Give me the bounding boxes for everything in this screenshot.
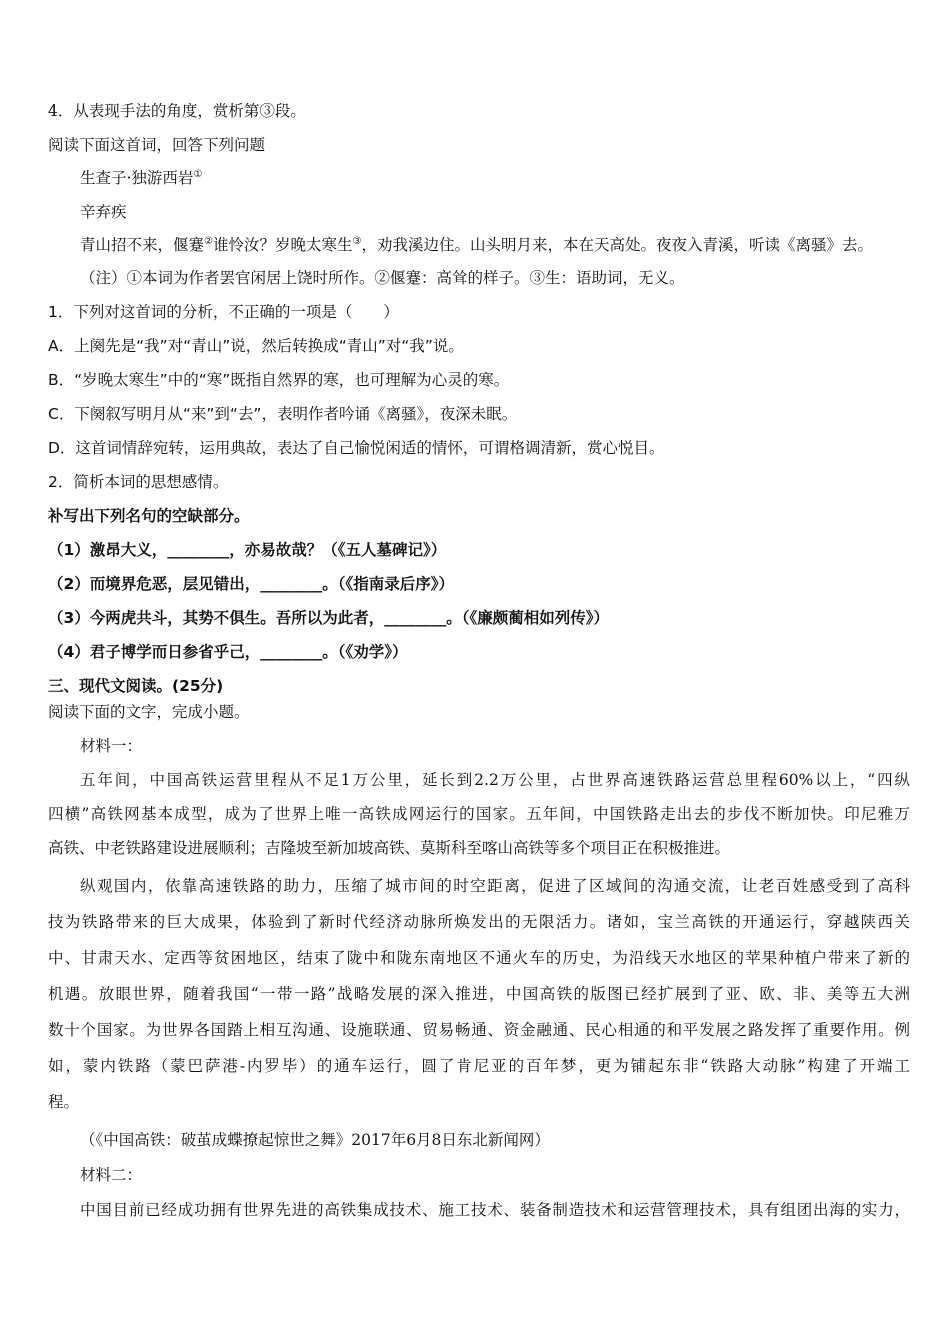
mc-option-b: B．“岁晚太寒生”中的“寒”既指自然界的寒，也可理解为心灵的寒。 — [48, 371, 510, 389]
mc-option-d: D．这首词情辞宛转，运用典故，表达了自己愉悦闲适的情怀，可谓格调清新，赏心悦目。 — [48, 439, 665, 457]
paragraph-line: 高铁、中老铁路建设进展顺利；吉隆坡至新加坡高铁、莫斯科至喀山高铁等多个项目正在积极推进。 — [48, 839, 731, 857]
paragraph-line: 数十个国家。为世界各国踏上相互沟通、设施联通、贸易畅通、资金融通、民心相通的和平发展之路发挥了重要作用。例 — [48, 1021, 910, 1039]
paragraph-line: 机遇。放眼世界，随着我国“一带一路”战略发展的深入推进，中国高铁的版图已经扩展到了亚、欧、非、美等五大洲 — [48, 985, 910, 1003]
poem-title: 生查子·独游西岩① — [80, 169, 203, 187]
paragraph-line: 四横”高铁网基本成型，成为了世界上唯一高铁成网运行的国家。五年间，中国铁路走出去的步伐不断加快。印尼雅万 — [48, 805, 910, 823]
question-4: 4．从表现手法的角度，赏析第③段。 — [48, 102, 306, 120]
poem-author: 辛弃疾 — [80, 203, 127, 221]
material-1-label: 材料一： — [80, 737, 143, 755]
paragraph-line: 中国目前已经成功拥有世界先进的高铁集成技术、施工技术、装备制造技术和运营管理技术，具有组团出海的实力， — [80, 1201, 910, 1219]
fill-heading: 补写出下列名句的空缺部分。 — [48, 507, 250, 525]
fill-item-1: （1）激昂大义，________，亦易故哉？（《五人墓碑记》） — [48, 541, 447, 559]
paragraph-line: 五年间，中国高铁运营里程从不足1万公里，延长到2.2万公里，占世界高速铁路运营总里程60%以上，“四纵 — [80, 771, 910, 789]
section-3-heading: 三、现代文阅读。(25分) — [48, 677, 224, 695]
section-3-intro: 阅读下面的文字，完成小题。 — [48, 703, 250, 721]
paragraph-line: 如，蒙内铁路（蒙巴萨港-内罗毕）的通车运行，圆了肯尼亚的百年梦，更为铺起东非“铁路大动脉”构建了开端工 — [48, 1057, 910, 1075]
source-citation: （《中国高铁：破茧成蝶撩起惊世之舞》2017年6月8日东北新闻网） — [80, 1131, 550, 1149]
paragraph-line: 技为铁路带来的巨大成果，体验到了新时代经济动脉所焕发出的无限活力。诸如，宝兰高铁的开通运行，穿越陕西关 — [48, 913, 910, 931]
fill-item-2: （2）而境界危恶，层见错出，________。（《指南录后序》） — [48, 575, 455, 593]
poem-intro: 阅读下面这首词，回答下列问题 — [48, 136, 266, 154]
fill-item-3: （3）今两虎共斗，其势不俱生。吾所以为此者，________。（《廉颇蔺相如列传》） — [48, 609, 610, 627]
paragraph-line: 程。 — [48, 1093, 80, 1111]
paragraph-line: 中、甘肃天水、定西等贫困地区，结束了陇中和陇东南地区不通火车的历史，为沿线天水地区的苹果种植户带来了新的 — [48, 949, 910, 967]
poem-annotation: （注）①本词为作者罢官闲居上饶时所作。②偃蹇：高耸的样子。③生：语助词，无义。 — [80, 269, 685, 287]
mc-option-c: C．下阕叙写明月从“来”到“去”，表明作者吟诵《离骚》，夜深未眠。 — [48, 405, 518, 423]
poem-text: 青山招不来，偃蹇②谁怜汝？岁晚太寒生③，劝我溪边住。山头明月来，本在天高处。夜夜入青溪，听读《离骚》去。 — [80, 236, 873, 254]
mc-question: 1．下列对这首词的分析，不正确的一项是（ ） — [48, 303, 399, 321]
question-2: 2．简析本词的思想感情。 — [48, 473, 229, 491]
paragraph-line: 纵观国内，依靠高速铁路的助力，压缩了城市间的时空距离，促进了区域间的沟通交流，让老百姓感受到了高科 — [80, 877, 910, 895]
material-2-label: 材料二： — [80, 1166, 143, 1184]
fill-item-4: （4）君子博学而日参省乎己，________。（《劝学》） — [48, 643, 408, 661]
mc-option-a: A．上阕先是“我”对“青山”说，然后转换成“青山”对“我”说。 — [48, 337, 464, 355]
